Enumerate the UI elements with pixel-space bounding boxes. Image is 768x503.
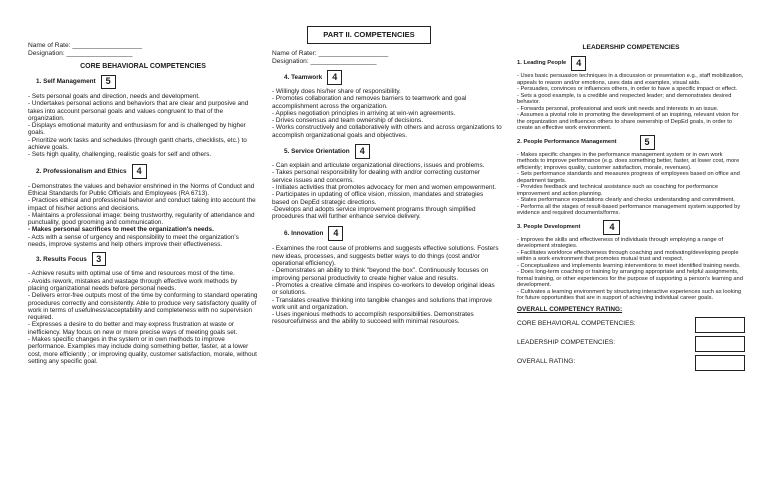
column-middle-competencies	[272, 50, 502, 326]
bullet: - Persuades, convinces or influences others, in order to have a specific impact or effect.	[517, 86, 738, 92]
overall-final-box[interactable]	[695, 355, 745, 371]
ratee-designation-field[interactable]: Designation: __________________	[28, 50, 133, 57]
teamwork-heading	[284, 70, 502, 85]
overall-row-final	[517, 353, 745, 372]
service-orientation-label: 5. Service Orientation	[284, 147, 350, 155]
people-development-label: 3. People Development	[517, 223, 581, 230]
overall-row-core	[517, 315, 745, 334]
innovation-heading	[284, 226, 502, 241]
bullet: - Uses basic persuasion techniques in a discussion or presentation e.g., staff mobilization, appeals to reason and/or emotions, uses data and examples, visual aids.	[517, 73, 744, 86]
overall-leadership-label: LEADERSHIP COMPETENCIES:	[517, 339, 616, 347]
bullet: - Examines the root cause of problems and suggests effective solutions. Fosters new ideas, processes, and suggests better ways to do things (cost and/or operational efficiency).	[272, 245, 499, 268]
bullet: - Displays emotional maturity and enthusiasm for and is challenged by higher goals.	[28, 122, 246, 137]
overall-row-leadership	[517, 334, 745, 353]
overall-leadership-box[interactable]	[695, 336, 745, 352]
teamwork-bullets	[272, 88, 502, 139]
bullet: - Demonstrates the values and behavior enshrined in the Norms of Conduct and Ethical Standards for Public Officials and Employees (RA 6713).	[28, 182, 255, 197]
bullet: - Conceptualizes and implements learning interventions to meet identified training needs.	[517, 262, 741, 269]
column-leadership-competencies	[517, 43, 745, 372]
bullet: - Promotes a creative climate and inspires co-workers to develop original ideas or solutions.	[272, 281, 495, 297]
bullet: - Does long-term coaching or training by arranging appropriate and helpful assignments, formal training, or other experiences for the purpose of supporting a person's learning and development.	[517, 269, 743, 288]
self-management-bullets	[28, 93, 258, 159]
overall-final-label: OVERALL RATING:	[517, 358, 576, 366]
bullet: - States performance expectations clearly and checks understanding and commitment.	[517, 197, 735, 203]
teamwork-label: 4. Teamwork	[284, 73, 323, 81]
people-development-rating[interactable]: 4	[603, 220, 620, 235]
bullet: - Applies negotiation principles in arriving at win-win agreements.	[272, 109, 456, 117]
bullet: - Makes specific changes in the performance management system or in own work methods to improve performance (e.g. does something better, faster, at lower cost, more efficiently; improves quality, customer satisfaction, morale, revenues).	[517, 151, 740, 171]
bullet: - Provides feedback and technical assistance such as coaching for performance improvement and action planning.	[517, 184, 719, 197]
leadership-heading: LEADERSHIP COMPETENCIES	[582, 44, 680, 51]
bullet: -Develops and adopts service improvement programs through simplified procedures that will further enhance service delivery.	[272, 205, 476, 221]
professionalism-label: 2. Professionalism and Ethics	[36, 167, 127, 175]
bullet: - Translates creative thinking into tangible changes and solutions that improve work unit and organization.	[272, 296, 492, 311]
column-core-competencies	[28, 42, 258, 365]
innovation-bullets	[272, 245, 502, 325]
performance-management-rating[interactable]: 5	[640, 135, 655, 150]
leading-people-heading	[517, 56, 745, 71]
rater-designation-field[interactable]: Designation: __________________	[272, 58, 377, 65]
bullet: - Undertakes personal actions and behaviors that are clear and purposive and takes into account personal goals and values congruent to that of the organization.	[28, 100, 249, 122]
bullet: - Cultivates a learning environment by structuring interactive experiences such as looking for future opportunities that are in support of achieving individual career goals.	[517, 288, 742, 301]
overall-core-box[interactable]	[695, 317, 745, 333]
bullet: - Takes personal responsibility for dealing with and/or correcting customer service issues and concerns.	[272, 169, 481, 184]
service-orientation-rating[interactable]: 4	[355, 144, 370, 159]
bullet: - Delivers error-free outputs most of the time by conforming to standard operating procedures correctly and consistently. Able to produce very satisfactory quality of work in terms of usefulness/acceptability and completeness with no supervision required.	[28, 292, 258, 322]
people-development-bullets	[517, 237, 745, 302]
results-focus-label: 3. Results Focus	[36, 255, 87, 263]
performance-management-bullets	[517, 152, 745, 217]
service-orientation-heading	[284, 144, 502, 159]
bullet: - Practices ethical and professional behavior and conduct taking into account the impact of his/her actions and decisions.	[28, 197, 256, 212]
bullet: - Participates in updating of office vision, mission, mandates and strategies based on DepEd strategic directions.	[272, 191, 484, 206]
overall-core-label: CORE BEHAVIORAL COMPETENCIES:	[517, 320, 636, 328]
results-focus-bullets	[28, 270, 258, 365]
bullet: - Expresses a desire to do better and may express frustration at waste or inefficiency. May focus on new or more precise ways of meeting goals set.	[28, 321, 238, 336]
bullet: - Performs all the stages of result-based performance management system supported by evidence and required documents/forms.	[517, 203, 741, 216]
bullet: - Assumes a pivotal role in promoting the development of an inspiring, relevant vision for the organization and influences others to share ownership of DepEd goals, in order to create an effective work environment.	[517, 112, 739, 131]
bullet: - Uses ingenious methods to accomplish responsibilities. Demonstrates resourcefulness and the ability to succeed with minimal resources.	[272, 311, 474, 326]
bullet: - Facilitates workforce effectiveness through coaching and motivating/developing people within a work environment that promotes mutual trust and respect.	[517, 249, 739, 262]
results-focus-heading	[36, 252, 258, 266]
self-management-label: 1. Self Management	[36, 78, 96, 86]
self-management-heading	[36, 75, 258, 89]
leading-people-bullets	[517, 73, 745, 132]
performance-management-label: 2. People Performance Management	[517, 138, 617, 145]
core-heading: CORE BEHAVIORAL COMPETENCIES	[80, 63, 206, 70]
bullet: - Sets performance standards and measures progress of employees based on office and department targets.	[517, 171, 740, 184]
rater-name-field[interactable]: Name of Rater: ___________________	[272, 50, 389, 57]
leading-people-rating[interactable]: 4	[571, 56, 586, 71]
innovation-rating[interactable]: 4	[328, 226, 343, 241]
bullet: - Forwards personal, professional and work unit needs and interests in an issue.	[517, 105, 719, 112]
service-orientation-bullets	[272, 162, 502, 220]
bullet: - Improves the skills and effectiveness of individuals through employing a range of development strategies.	[517, 236, 724, 249]
bullet: - Achieve results with optimal use of time and resources most of the time.	[28, 270, 235, 278]
professionalism-bullets	[28, 183, 258, 249]
self-management-rating[interactable]: 5	[101, 75, 116, 89]
bullet: - Works constructively and collaboratively with others and across organizations to accomplish organizational goals and objectives.	[272, 124, 502, 139]
bullet: - Promotes collaboration and removes barriers to teamwork and goal accomplishment across the organization.	[272, 95, 467, 110]
people-development-heading	[517, 220, 745, 235]
innovation-label: 6. Innovation	[284, 230, 324, 238]
ratee-name-field[interactable]: Name of Rate: ___________________	[28, 42, 143, 49]
overall-rating-heading: OVERALL COMPETENCY RATING:	[517, 305, 623, 313]
bullet: - Prioritize work tasks and schedules (through gantt charts, checklists, etc.) to achieve goals.	[28, 136, 247, 152]
performance-management-heading	[517, 135, 745, 150]
bullet: - Sets high quality, challenging, realistic goals for self and others.	[28, 151, 212, 159]
bullet: - Sets personal goals and direction, needs and development.	[28, 93, 200, 100]
professionalism-heading	[36, 164, 258, 179]
bullet: - Maintains a professional image: being trustworthy, regularity of attendance and punctuality, good grooming and communication.	[28, 211, 255, 227]
bullet: - Willingly does his/her share of responsibility.	[272, 88, 401, 95]
professionalism-rating[interactable]: 4	[132, 164, 147, 179]
bullet: - Avoids rework, mistakes and wastage through effective work methods by placing organizational needs before personal needs.	[28, 277, 238, 292]
bullet: - Initiates activities that promotes advocacy for men and women empowerment.	[272, 183, 497, 191]
leading-people-label: 1. Leading People	[517, 60, 567, 67]
bullet: - Demonstrates an ability to think "beyond the box". Continuously focuses on improving personal productivity to create higher value and results.	[272, 267, 489, 282]
bullet: - Can explain and articulate organizational directions, issues and problems.	[272, 162, 485, 170]
bullet: - Acts with a sense of urgency and responsibility to meet the organization's needs, improve systems and help others improve their effectiveness.	[28, 233, 239, 249]
bullet: - Drives consensus and team ownership of decisions.	[272, 117, 423, 125]
teamwork-rating[interactable]: 4	[327, 70, 342, 85]
overall-rating-section	[517, 307, 745, 373]
bullet: - Sets a good example, is a credible and respected leader; and demonstrates desired behavior.	[517, 92, 732, 105]
bullet: - Makes personal sacrifices to meet the organization's needs.	[28, 226, 214, 234]
bullet: - Makes specific changes in the system or in own methods to improve performance. Examples may include doing something better, faster, at a lower cost, more efficiently ; or improving quality, customer satisfaction, morale, without setting any specific goal.	[28, 336, 257, 365]
results-focus-rating[interactable]: 3	[92, 252, 106, 266]
part-title: PART II. COMPETENCIES	[307, 26, 431, 44]
